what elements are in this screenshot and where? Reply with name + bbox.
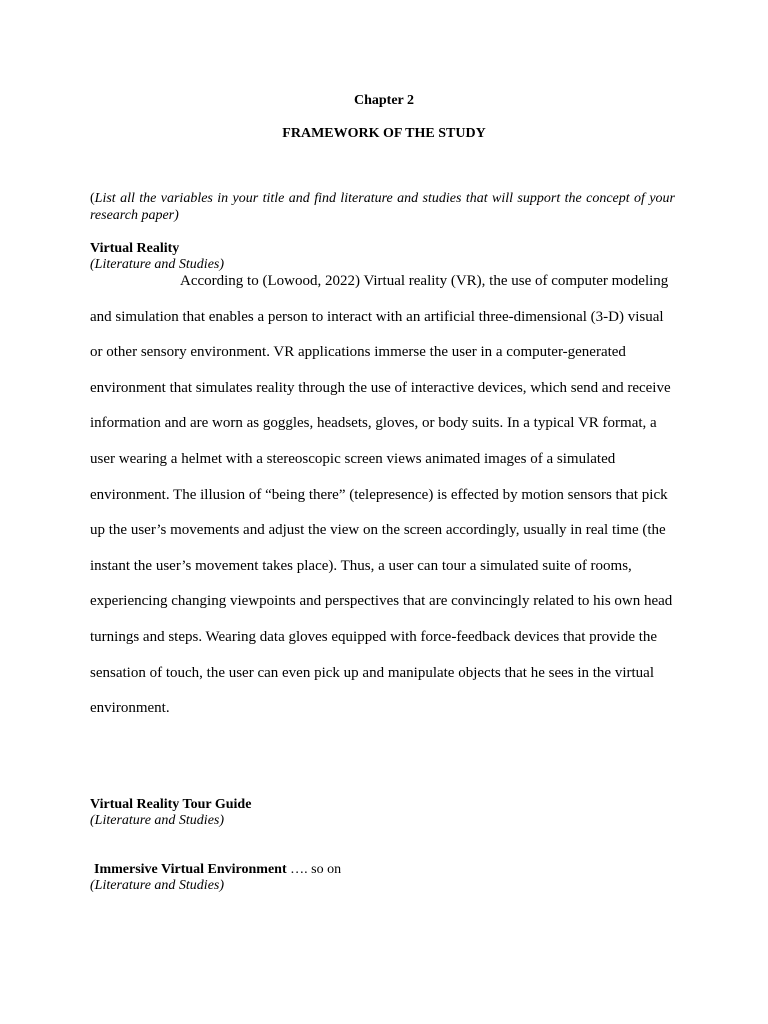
paragraph-line: environment that simulates reality through the use of interactive devices, which send and receive — [90, 379, 671, 396]
paragraph-line: instant the user’s movement takes place). Thus, a user can tour a simulated suite of rooms, — [90, 557, 632, 574]
paragraph-line: environment. The illusion of “being there” (telepresence) is effected by motion sensors that pick — [90, 486, 668, 503]
section-heading-virtual-reality: Virtual Reality — [90, 241, 180, 256]
paragraph-line: or other sensory environment. VR applications immerse the user in a computer-generated — [90, 344, 626, 361]
chapter-label: Chapter 2 — [353, 93, 415, 108]
section-heading-immersive-ve-text: Immersive Virtual Environment — [94, 862, 287, 877]
paragraph-line: environment. — [90, 700, 170, 717]
section-subheading-virtual-reality: (Literature and Studies) — [90, 257, 225, 272]
paragraph-line: user wearing a helmet with a stereoscopic screen views animated images of a simulated — [90, 450, 616, 467]
instruction-note — [90, 190, 675, 224]
section-heading-vr-tour-guide: Virtual Reality Tour Guide — [90, 797, 252, 812]
paragraph-line: turnings and steps. Wearing data gloves equipped with force-feedback devices that provide the — [90, 628, 658, 645]
page-title: FRAMEWORK OF THE STUDY — [282, 126, 486, 141]
section-subheading-vr-tour-guide: (Literature and Studies) — [90, 813, 225, 828]
paragraph-line: experiencing changing viewpoints and perspectives that are convincingly related to his own head — [90, 593, 673, 610]
instruction-open-paren: ( — [90, 191, 95, 206]
instruction-text: List all the variables in your title and find literature and studies that will support the concept of your research paper) — [90, 191, 675, 223]
section-subheading-immersive-ve: (Literature and Studies) — [90, 878, 225, 893]
body-paragraph-virtual-reality — [90, 264, 690, 727]
paragraph-line: According to (Lowood, 2022) Virtual reality (VR), the use of computer modeling — [180, 273, 669, 289]
paragraph-line: information and are worn as goggles, headsets, gloves, or body suits. In a typical VR format, a — [90, 415, 657, 432]
section-heading-suffix: …. so on — [290, 862, 342, 877]
paragraph-line: and simulation that enables a person to interact with an artificial three-dimensional (3-D) visual — [90, 308, 664, 325]
paragraph-line: sensation of touch, the user can even pick up and manipulate objects that he sees in the virtual — [90, 664, 654, 681]
paragraph-line: up the user’s movements and adjust the view on the screen accordingly, usually in real time (the — [90, 522, 666, 539]
section-heading-immersive-ve — [94, 861, 341, 878]
